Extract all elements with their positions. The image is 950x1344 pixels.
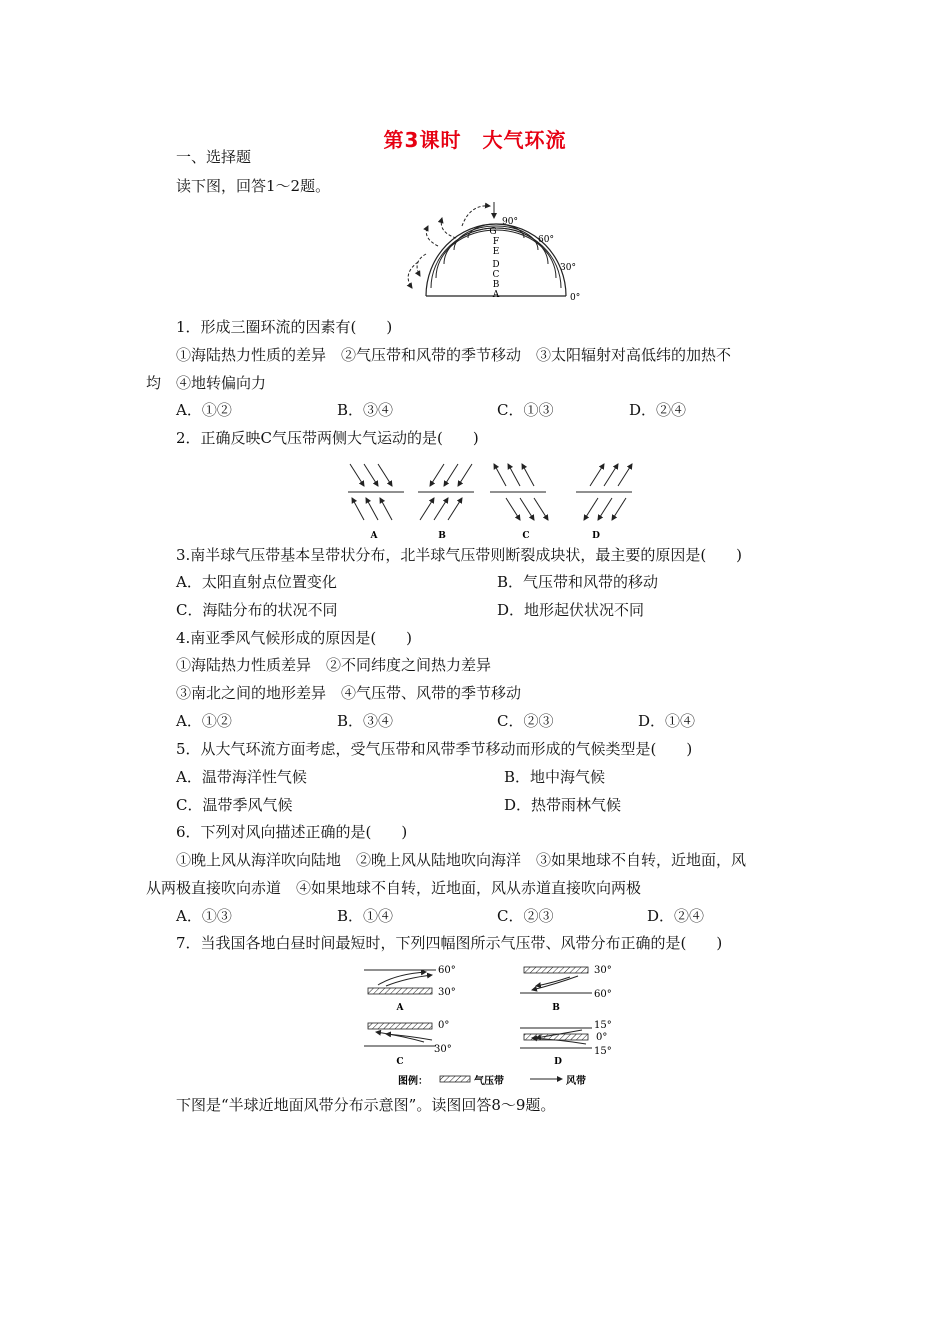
q6-option-d: D．②④ <box>647 907 705 925</box>
q1-option-a: A．①② <box>176 401 232 419</box>
zone-letter-a: A <box>492 290 500 300</box>
q4-option-b: B．③④ <box>337 712 394 730</box>
q3-option-b: B．气压带和风带的移动 <box>497 573 659 591</box>
intro-q1-2: 读下图，回答1～2题。 <box>176 177 331 195</box>
zone-letter-e: E <box>492 247 500 257</box>
q7a-top-lat: 60° <box>438 965 456 976</box>
zone-letter-b: B <box>492 280 500 290</box>
q1-option-b: B．③④ <box>337 401 394 419</box>
q4-option-d: D．①④ <box>638 712 696 730</box>
q3-option-c: C．海陆分布的状况不同 <box>176 601 338 619</box>
page-title: 第3课时 大气环流 <box>383 128 567 152</box>
q7-legend-wind: 风带 <box>566 1076 586 1087</box>
q2-label-b: B <box>438 531 446 541</box>
zone-letter-g: G <box>489 227 497 237</box>
zone-letter-c: C <box>492 270 500 280</box>
lat-label-60: 60° <box>538 235 554 245</box>
q1-line1: ①海陆热力性质的差异 ②气压带和风带的季节移动 ③太阳辐射对高低纬的加热不 <box>176 346 732 364</box>
q7d-mid-lat: 0° <box>596 1032 608 1043</box>
q7d-label: D <box>554 1057 562 1067</box>
q7d-bottom-lat: 15° <box>594 1046 612 1057</box>
section-heading: 一、选择题 <box>176 148 252 166</box>
zone-letter-d: D <box>492 260 500 270</box>
q1-line2: 均 ④地转偏向力 <box>146 374 267 392</box>
q7-belt-diagram <box>356 960 626 1096</box>
q4-line1: ①海陆热力性质差异 ②不同纬度之间热力差异 <box>176 656 492 674</box>
q7-stem: 7．当我国各地白昼时间最短时，下列四幅图所示气压带、风带分布正确的是( ) <box>176 934 723 952</box>
q6-option-c: C．②③ <box>497 907 554 925</box>
lat-label-0: 0° <box>570 293 581 303</box>
q5-option-d: D．热带雨林气候 <box>504 796 622 814</box>
q7c-label: C <box>396 1057 404 1067</box>
q6-stem: 6．下列对风向描述正确的是( ) <box>176 823 408 841</box>
q6-option-a: A．①③ <box>176 907 232 925</box>
q3-option-a: A．太阳直射点位置变化 <box>176 573 337 591</box>
q4-option-c: C．②③ <box>497 712 554 730</box>
lat-label-30: 30° <box>560 263 576 273</box>
zone-letter-f: F <box>492 237 500 247</box>
q7d-top-lat: 15° <box>594 1020 612 1031</box>
q6-option-b: B．①④ <box>337 907 394 925</box>
q6-line1: ①晚上风从海洋吹向陆地 ②晚上风从陆地吹向海洋 ③如果地球不自转，近地面，风 <box>176 851 747 869</box>
circulation-diagram <box>398 198 588 306</box>
q1-stem: 1．形成三圈环流的因素有( ) <box>176 318 393 336</box>
q7b-bottom-lat: 60° <box>594 989 612 1000</box>
q7b-label: B <box>552 1003 560 1013</box>
q5-option-c: C．温带季风气候 <box>176 796 293 814</box>
q5-stem: 5．从大气环流方面考虑，受气压带和风带季节移动而形成的气候类型是( ) <box>176 740 693 758</box>
q7c-top-lat: 0° <box>438 1020 450 1031</box>
q7c-bottom-lat: 30° <box>434 1044 452 1055</box>
q4-option-a: A．①② <box>176 712 232 730</box>
q7a-bottom-lat: 30° <box>438 987 456 998</box>
intro-q8-9: 下图是“半球近地面风带分布示意图”。读图回答8～9题。 <box>176 1096 556 1114</box>
q2-label-a: A <box>370 531 378 541</box>
q3-stem: 3.南半球气压带基本呈带状分布，北半球气压带则断裂成块状，最主要的原因是( ) <box>176 546 743 564</box>
q2-label-c: C <box>522 531 530 541</box>
q5-option-b: B．地中海气候 <box>504 768 606 786</box>
q2-stem: 2．正确反映C气压带两侧大气运动的是( ) <box>176 429 479 447</box>
q4-line2: ③南北之间的地形差异 ④气压带、风带的季节移动 <box>176 684 522 702</box>
lat-label-90: 90° <box>502 217 518 227</box>
q4-stem: 4.南亚季风气候形成的原因是( ) <box>176 629 413 647</box>
q6-line2: 从两极直接吹向赤道 ④如果地球不自转，近地面，风从赤道直接吹向两极 <box>146 879 642 897</box>
q5-option-a: A．温带海洋性气候 <box>176 768 307 786</box>
q2-label-d: D <box>592 531 600 541</box>
q3-option-d: D．地形起伏状况不同 <box>497 601 645 619</box>
q7a-label: A <box>396 1003 404 1013</box>
q7-legend-title: 图例： <box>398 1076 428 1087</box>
q7-legend-belt: 气压带 <box>474 1076 504 1087</box>
q7b-top-lat: 30° <box>594 965 612 976</box>
q1-option-c: C．①③ <box>497 401 554 419</box>
q1-option-d: D．②④ <box>629 401 687 419</box>
q2-arrow-diagram <box>340 458 640 542</box>
